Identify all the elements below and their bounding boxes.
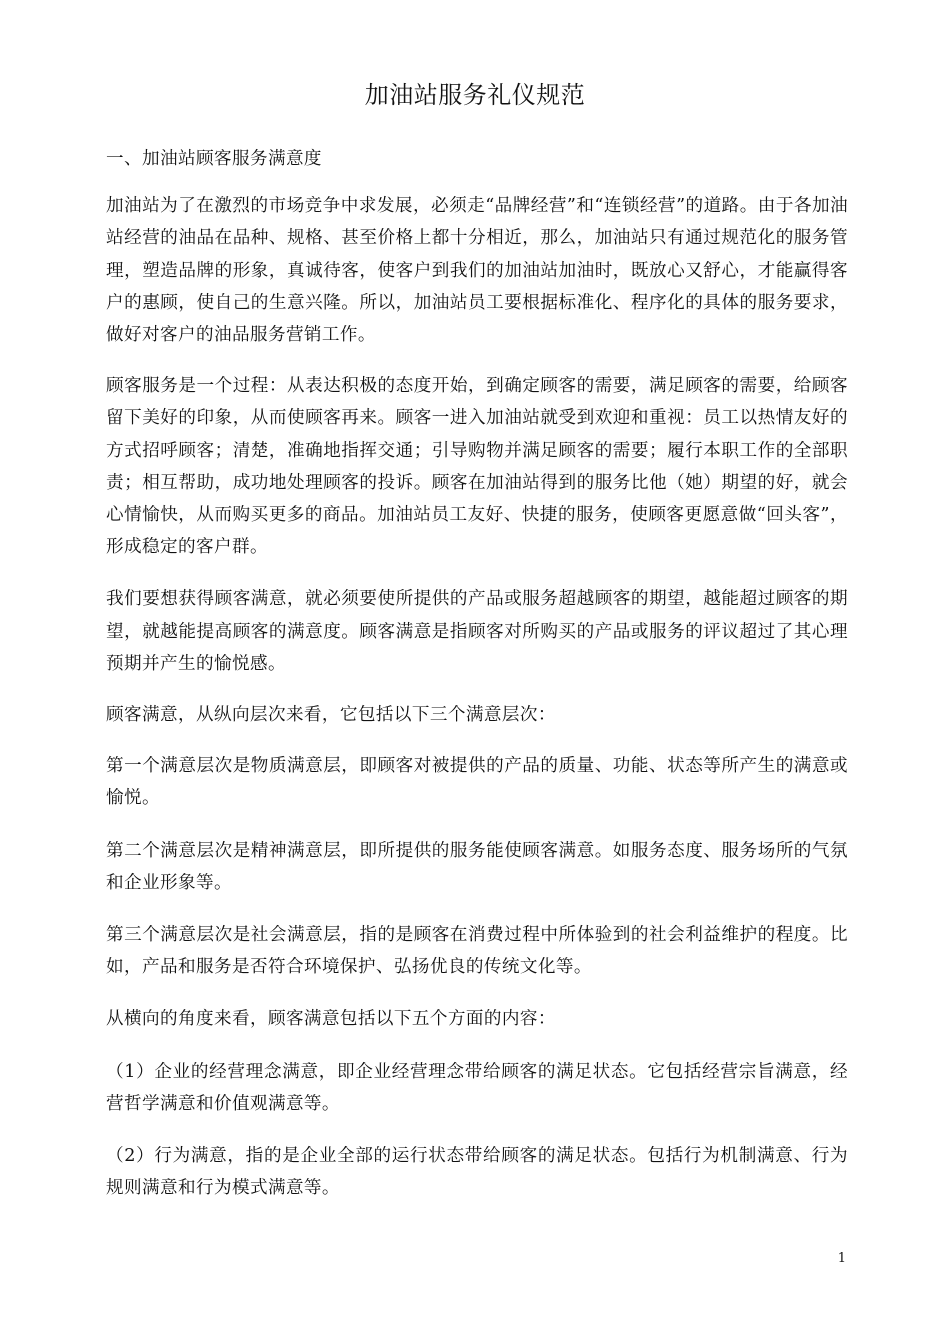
paragraph-6: 第二个满意层次是精神满意层，即所提供的服务能使顾客满意。如服务态度、服务场所的气氛和企业形象等。 [106, 840, 848, 893]
paragraph-1: 加油站为了在激烈的市场竞争中求发展，必须走“品牌经营”和“连锁经营”的道路。由于各加油站经营的油品在品种、规格、甚至价格上都十分相近，那么，加油站只有通过规范化的服务管理，塑造品牌的形象，真诚待客，使客户到我们的加油站加油时，既放心又舒心，才能赢得客户的惠顾，使自己的生意兴隆。所以，加油站员工要根据标准化、程序化的具体的服务要求，做好对客户的油品服务营销工作。 [106, 196, 848, 346]
paragraph-9: （1）企业的经营理念满意，即企业经营理念带给顾客的满足状态。它包括经营宗旨满意，经营哲学满意和价值观满意等。 [106, 1061, 848, 1114]
paragraph-5: 第一个满意层次是物质满意层，即顾客对被提供的产品的质量、功能、状态等所产生的满意或愉悦。 [106, 756, 848, 809]
paragraph-4: 顾客满意，从纵向层次来看，它包括以下三个满意层次： [106, 705, 556, 726]
paragraph-10: （2）行为满意，指的是企业全部的运行状态带给顾客的满足状态。包括行为机制满意、行为规则满意和行为模式满意等。 [106, 1146, 848, 1199]
page-number: 1 [837, 1251, 846, 1266]
section-heading: 一、加油站顾客服务满意度 [106, 149, 322, 169]
paragraph-7: 第三个满意层次是社会满意层，指的是顾客在消费过程中所体验到的社会利益维护的程度。比如，产品和服务是否符合环境保护、弘扬优良的传统文化等。 [106, 925, 848, 978]
paragraph-2: 顾客服务是一个过程：从表达积极的态度开始，到确定顾客的需要，满足顾客的需要，给顾客留下美好的印象，从而使顾客再来。顾客一进入加油站就受到欢迎和重视：员工以热情友好的方式招呼顾客；清楚，准确地指挥交通；引导购物并满足顾客的需要；履行本职工作的全部职责；相互帮助，成功地处理顾客的投诉。顾客在加油站得到的服务比他（她）期望的好，就会心情愉快，从而购买更多的商品。加油站员工友好、快捷的服务，使顾客更愿意做“回头客”，形成稳定的客户群。 [106, 376, 848, 558]
paragraph-3: 我们要想获得顾客满意，就必须要使所提供的产品或服务超越顾客的期望，越能超过顾客的期望，就越能提高顾客的满意度。顾客满意是指顾客对所购买的产品或服务的评议超过了其心理预期并产生的愉悦感。 [106, 589, 848, 674]
paragraph-8: 从横向的角度来看，顾客满意包括以下五个方面的内容： [106, 1009, 556, 1030]
document-title: 加油站服务礼仪规范 [364, 81, 586, 109]
document-body [106, 143, 848, 1224]
